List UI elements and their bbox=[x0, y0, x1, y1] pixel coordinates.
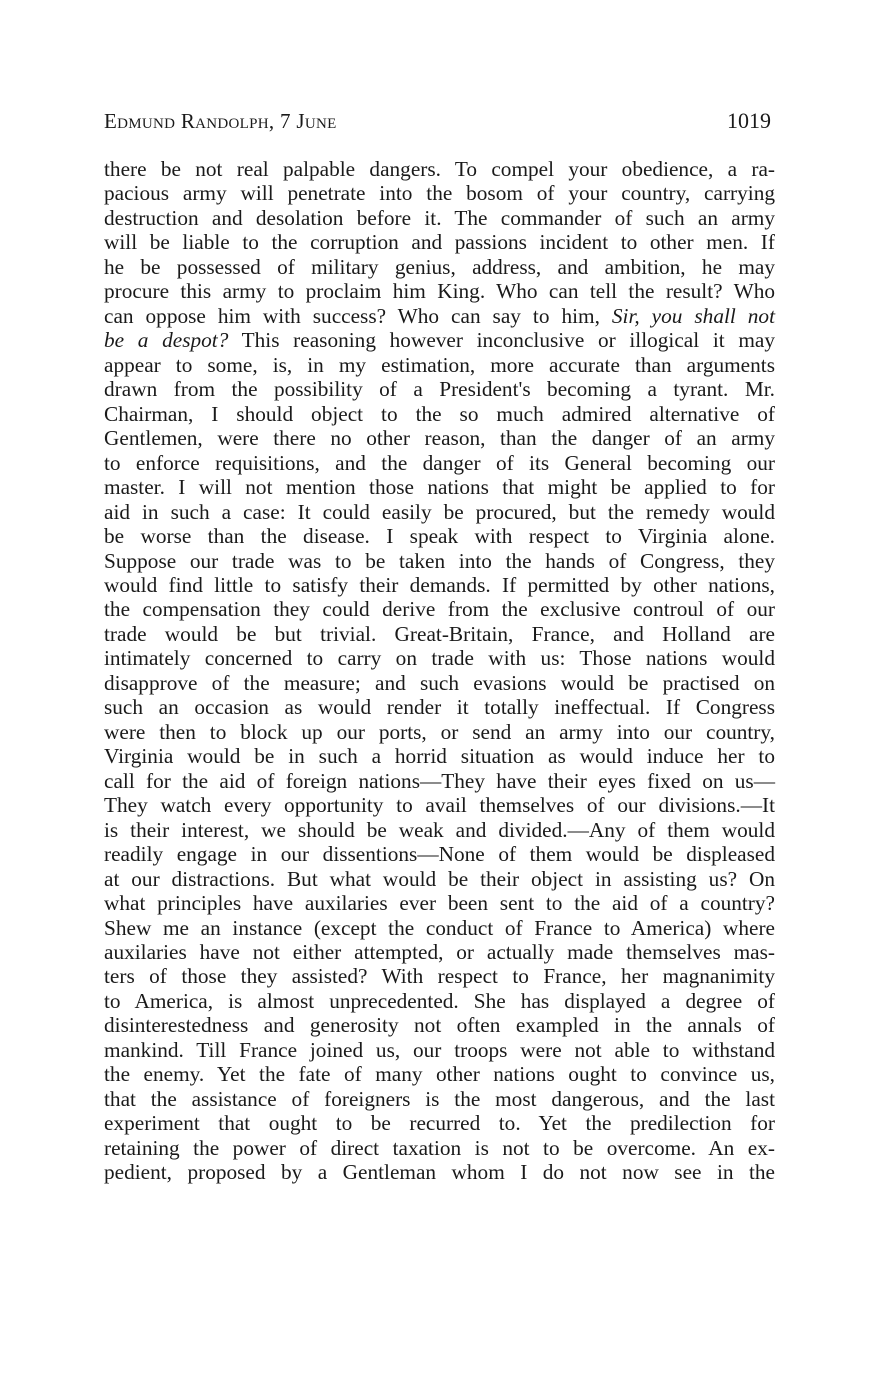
text-line: be worse than the disease. I speak with respect to Virginia alone. bbox=[104, 524, 775, 549]
text-line: would find little to satisfy their demands. If permitted by other nations, bbox=[104, 572, 775, 597]
text-line: master. I will not mention those nations that might be applied to for bbox=[104, 475, 775, 500]
text-line: destruction and desolation before it. The commander of such an army bbox=[104, 205, 775, 230]
text-line: at our distractions. But what would be their object in assisting us? On bbox=[104, 866, 775, 891]
text-line bbox=[104, 328, 775, 352]
text-line: is their interest, we should be weak and divided.—Any of them would bbox=[104, 817, 775, 842]
text-line: Suppose our trade was to be taken into the hands of Congress, they bbox=[104, 548, 775, 573]
text-line: there be not real palpable dangers. To compel your obedience, a ra- bbox=[104, 157, 775, 181]
text-line: disinterestedness and generosity not often exampled in the annals of bbox=[104, 1013, 775, 1038]
text-line: were then to block up our ports, or send an army into our country, bbox=[104, 719, 775, 744]
text-line: readily engage in our dissentions—None of them would be displeased bbox=[104, 842, 775, 867]
text-line: such an occasion as would render it totally ineffectual. If Congress bbox=[104, 695, 775, 720]
text-line: drawn from the possibility of a President's becoming a tyrant. Mr. bbox=[104, 377, 775, 402]
text-line: retaining the power of direct taxation is not to be overcome. An ex- bbox=[104, 1135, 775, 1160]
text-line: mankind. Till France joined us, our troops were not able to withstand bbox=[104, 1037, 775, 1062]
text-segment: This reasoning however inconclusive or illogical it may bbox=[241, 328, 775, 353]
text-line: ters of those they assisted? With respect to France, her magnanimity bbox=[104, 964, 775, 989]
text-line: aid in such a case: It could easily be procured, but the remedy would bbox=[104, 499, 775, 524]
text-line: disapprove of the measure; and such evasions would be practised on bbox=[104, 670, 775, 695]
text-line: to enforce requisitions, and the danger of its General becoming our bbox=[104, 450, 775, 475]
text-line: call for the aid of foreign nations—They have their eyes fixed on us— bbox=[104, 768, 775, 793]
text-line: Shew me an instance (except the conduct of France to America) where bbox=[104, 915, 775, 940]
italic-quote: Sir, you shall not bbox=[611, 303, 775, 328]
text-line bbox=[104, 304, 775, 328]
text-line: will be liable to the corruption and passions incident to other men. If bbox=[104, 230, 775, 255]
italic-quote: be a despot? bbox=[104, 328, 229, 353]
text-line: pacious army will penetrate into the bosom of your country, carrying bbox=[104, 181, 775, 206]
running-head-title: Edmund Randolph, 7 June bbox=[104, 109, 337, 133]
text-line: Virginia would be in such a horrid situation as would induce her to bbox=[104, 744, 775, 769]
text-line: appear to some, is, in my estimation, more accurate than arguments bbox=[104, 352, 775, 377]
text-line: auxilaries have not either attempted, or actually made themselves mas- bbox=[104, 940, 775, 964]
text-line: pedient, proposed by a Gentleman whom I do not now see in the bbox=[104, 1160, 775, 1185]
text-line: that the assistance of foreigners is the most dangerous, and the last bbox=[104, 1086, 775, 1111]
text-line: experiment that ought to be recurred to. Yet the predilection for bbox=[104, 1111, 775, 1136]
text-line: procure this army to proclaim him King. Who can tell the result? Who bbox=[104, 279, 775, 304]
text-line: what principles have auxilaries ever been sent to the aid of a country? bbox=[104, 891, 775, 916]
text-line: trade would be but trivial. Great-Britain, France, and Holland are bbox=[104, 621, 775, 646]
text-line: the enemy. Yet the fate of many other nations ought to convince us, bbox=[104, 1062, 775, 1087]
text-line: to America, is almost unprecedented. She has displayed a degree of bbox=[104, 988, 775, 1013]
body-paragraph bbox=[104, 157, 775, 1185]
text-segment: can oppose him with success? Who can say to him, bbox=[104, 303, 600, 328]
text-line: the compensation they could derive from the exclusive controul of our bbox=[104, 597, 775, 622]
text-line: intimately concerned to carry on trade with us: Those nations would bbox=[104, 646, 775, 671]
text-line: Chairman, I should object to the so much admired alternative of bbox=[104, 401, 775, 426]
page-number: 1019 bbox=[727, 108, 771, 133]
text-line: Gentlemen, were there no other reason, than the danger of an army bbox=[104, 426, 775, 451]
text-line: They watch every opportunity to avail themselves of our divisions.—It bbox=[104, 793, 775, 818]
text-line: he be possessed of military genius, address, and ambition, he may bbox=[104, 254, 775, 279]
document-page bbox=[104, 0, 775, 1380]
running-head bbox=[104, 106, 775, 136]
